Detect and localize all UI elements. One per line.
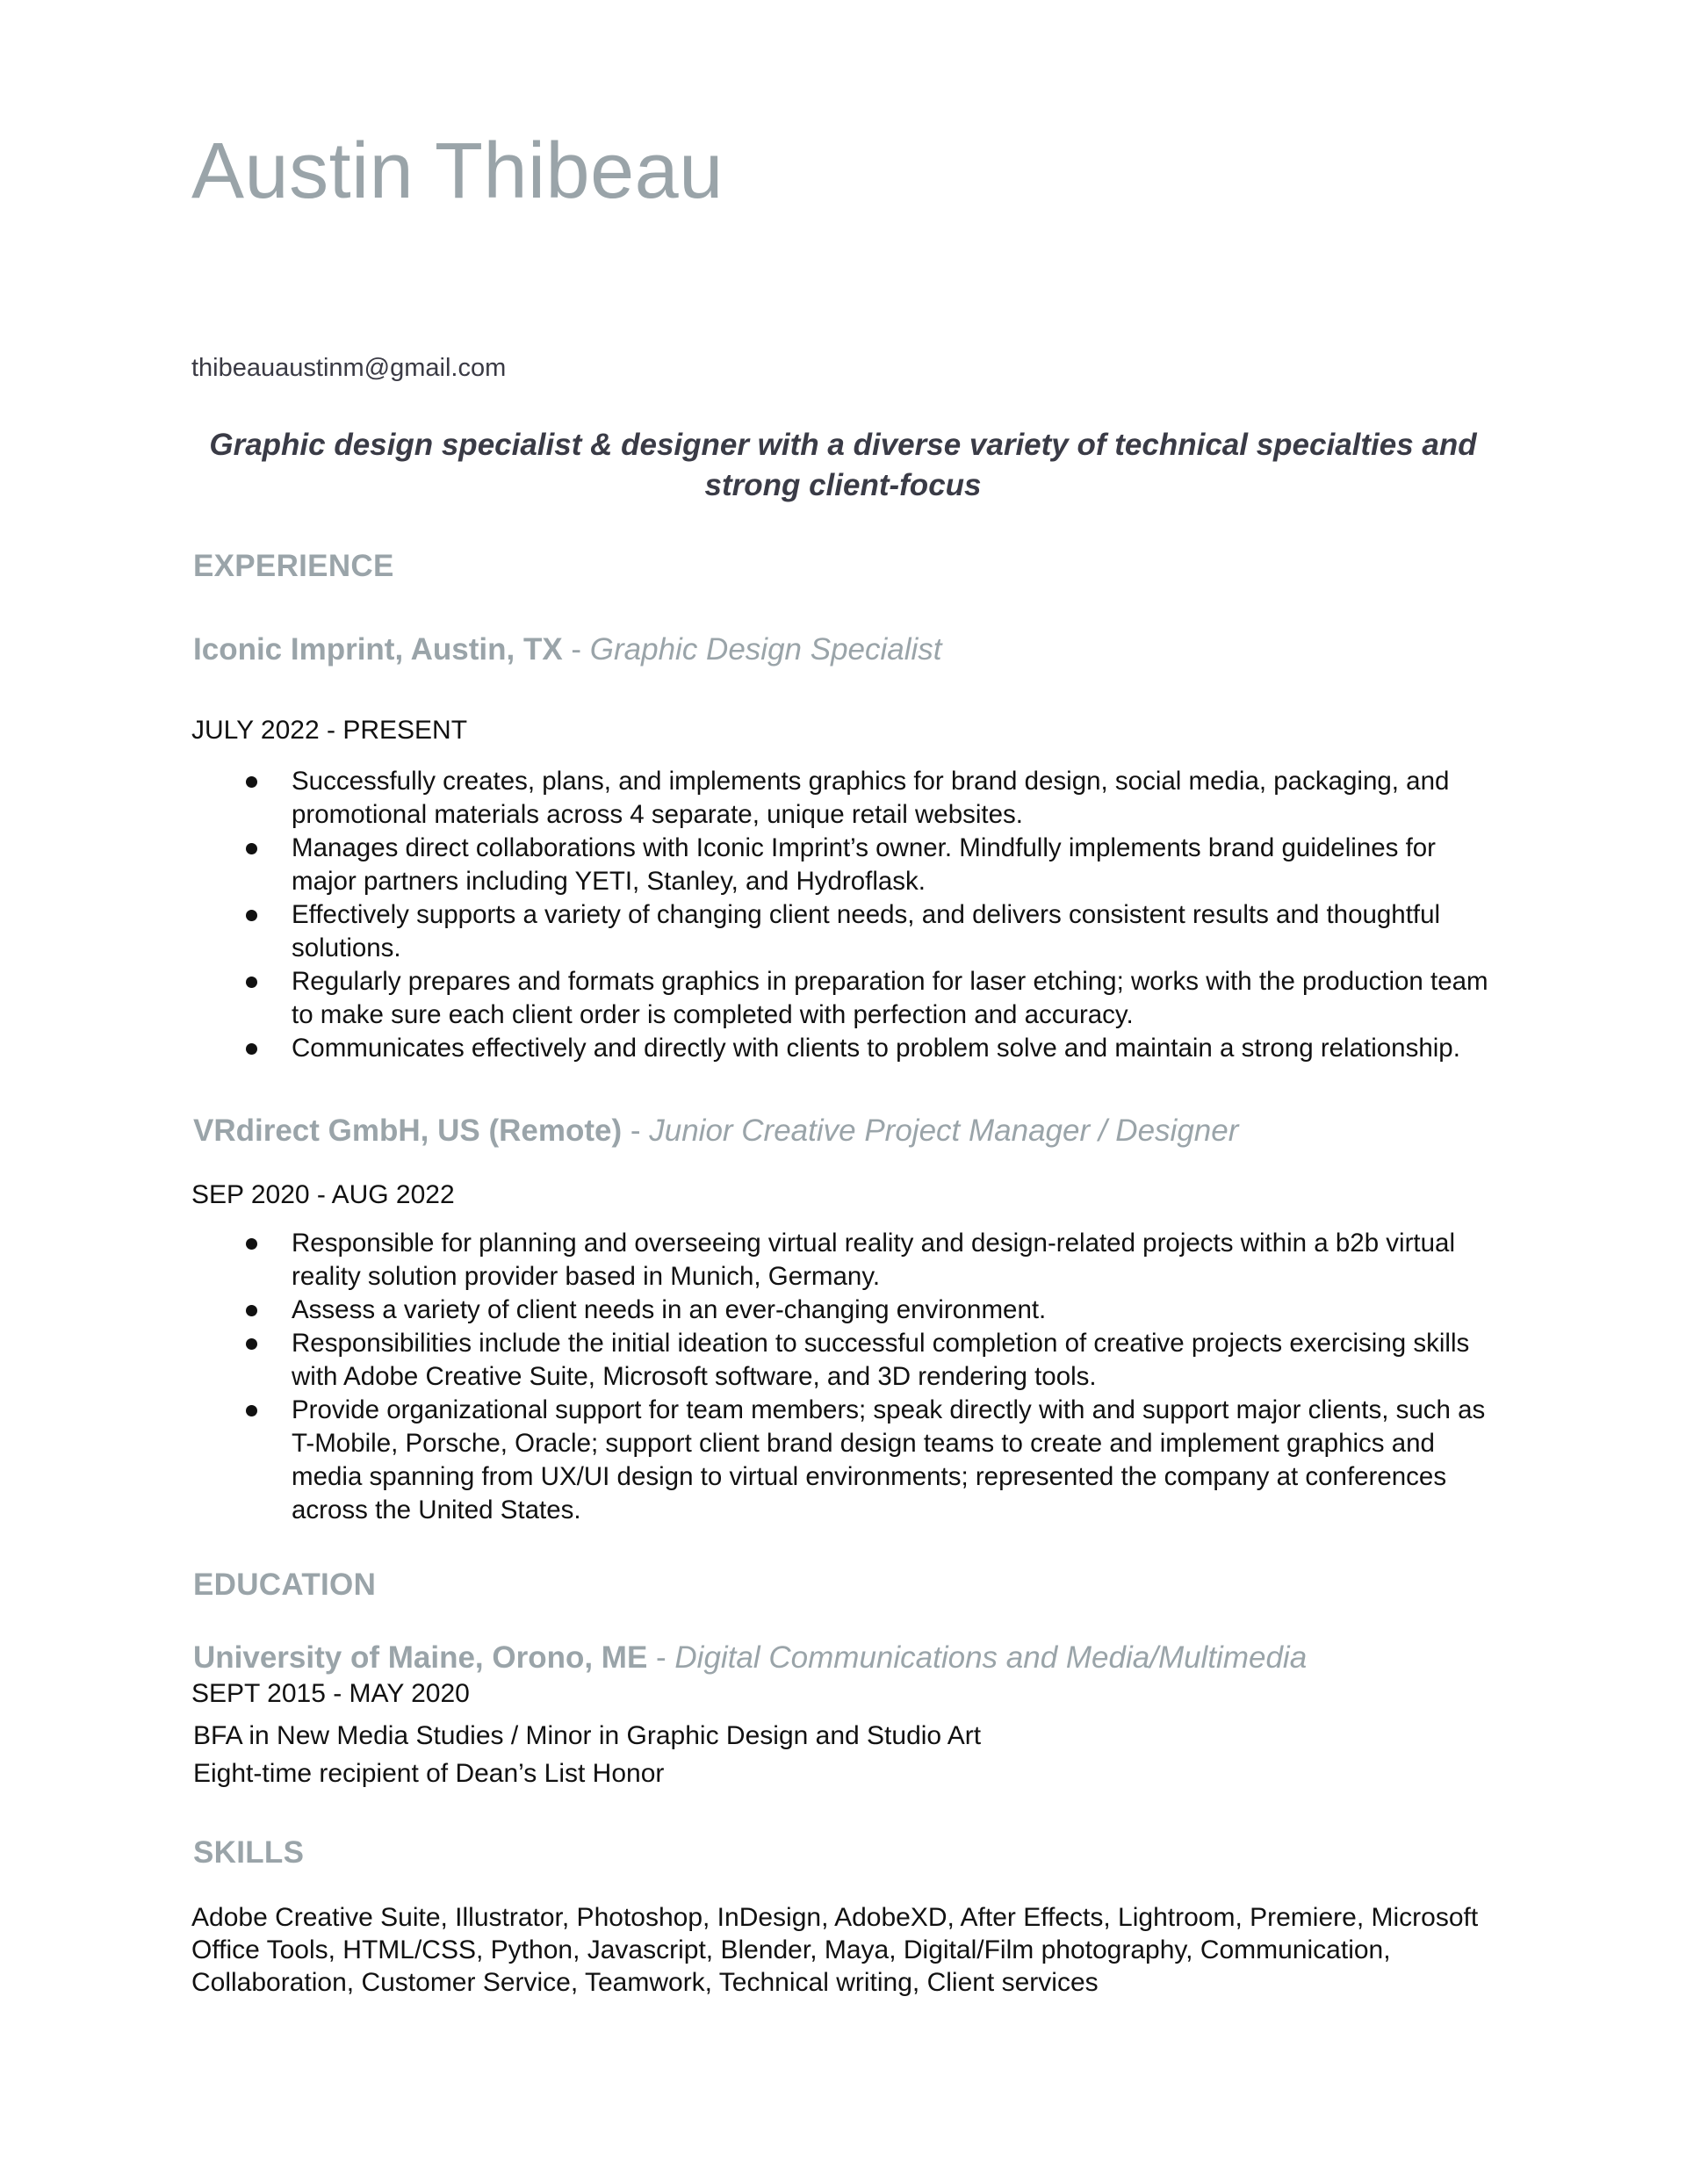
bullet-text: Responsibilities include the initial ideation to successful completion of creative projects exercising skills with Adobe Creative Suite, Microsoft software, and 3D rendering tools. (292, 1329, 1470, 1391)
candidate-name: Austin Thibeau (191, 127, 724, 215)
list-item (191, 1227, 1491, 1294)
education-org: University of Maine, Orono, ME (193, 1640, 648, 1675)
bullet-text: Manages direct collaborations with Iconic Imprint’s owner. Mindfully implements brand guidelines for major partners including YETI, Stanley, and Hydroflask. (292, 833, 1436, 896)
bullet-text: Responsible for planning and overseeing virtual reality and design-related projects within a b2b virtual reality solution provider based in Munich, Germany. (292, 1229, 1455, 1291)
bullet-text: Successfully creates, plans, and implements graphics for brand design, social media, packaging, and promotional materials across 4 separate, unique retail websites. (292, 767, 1450, 829)
bullet-icon (246, 776, 257, 788)
job-role: Junior Creative Project Manager / Designer (649, 1114, 1239, 1148)
education-heading: EDUCATION (193, 1568, 377, 1602)
bullet-icon (246, 1238, 257, 1250)
job-title-iconic-imprint (193, 632, 942, 667)
list-item (191, 1032, 1491, 1065)
bullet-icon (246, 1305, 257, 1316)
job-org: VRdirect GmbH, US (Remote) (193, 1114, 623, 1148)
bullet-text: Provide organizational support for team members; speak directly with and support major clients, such as T-Mobile, Porsche, Oracle; support client brand design teams to create and implement graphics and media spanning from UX/UI design to virtual environments; represented the company at conferences across the United States. (292, 1395, 1486, 1524)
bullet-icon (246, 843, 257, 854)
job-dates: JULY 2022 - PRESENT (191, 716, 468, 745)
list-item (191, 965, 1491, 1032)
education-dates: SEPT 2015 - MAY 2020 (191, 1679, 470, 1708)
skills-heading: SKILLS (193, 1835, 305, 1870)
list-item (191, 765, 1491, 832)
education-program: Digital Communications and Media/Multimedia (674, 1640, 1308, 1675)
education-title (193, 1640, 1307, 1676)
job-separator: - (562, 632, 590, 667)
bullet-text: Regularly prepares and formats graphics in preparation for laser etching; works with the production team to make sure each client order is completed with perfection and accuracy. (292, 967, 1488, 1029)
bullet-text: Communicates effectively and directly with clients to problem solve and maintain a strong relationship. (292, 1034, 1460, 1063)
list-item (191, 832, 1491, 898)
education-separator: - (647, 1640, 675, 1675)
list-item (191, 1327, 1491, 1394)
bullet-icon (246, 1043, 257, 1055)
job-dates: SEP 2020 - AUG 2022 (191, 1180, 455, 1209)
bullet-icon (246, 1338, 257, 1350)
job-bullet-list (191, 765, 1491, 1065)
job-role: Graphic Design Specialist (589, 632, 942, 667)
job-bullet-list (191, 1227, 1491, 1527)
bullet-icon (246, 1405, 257, 1416)
tagline: Graphic design specialist & designer with a diverse variety of technical specialties and strong client-focus (209, 428, 1477, 502)
list-item (191, 1394, 1491, 1527)
email-address[interactable]: thibeauaustinm@gmail.com (191, 354, 507, 382)
bullet-text: Effectively supports a variety of changing client needs, and delivers consistent results and thoughtful solutions. (292, 900, 1441, 962)
job-org: Iconic Imprint, Austin, TX (193, 632, 563, 667)
list-item (191, 1294, 1491, 1327)
education-degree: BFA in New Media Studies / Minor in Graphic Design and Studio Art (193, 1721, 982, 1750)
bullet-text: Assess a variety of client needs in an ever-changing environment. (292, 1295, 1047, 1324)
skills-list: Adobe Creative Suite, Illustrator, Photoshop, InDesign, AdobeXD, After Effects, Lightroom, Premiere, Microsoft Office Tools, HTML/CSS, Python, Javascript, Blender, Maya, Digital/Film photography, Communication, Collaboration, Customer Service, Teamwork, Technical writing, Client services (191, 1903, 1479, 1997)
bullet-icon (246, 977, 257, 988)
bullet-icon (246, 910, 257, 921)
job-separator: - (622, 1114, 650, 1148)
education-honor: Eight-time recipient of Dean’s List Honor (193, 1759, 665, 1788)
experience-heading: EXPERIENCE (193, 549, 394, 583)
job-title-vrdirect (193, 1114, 1238, 1149)
list-item (191, 898, 1491, 965)
